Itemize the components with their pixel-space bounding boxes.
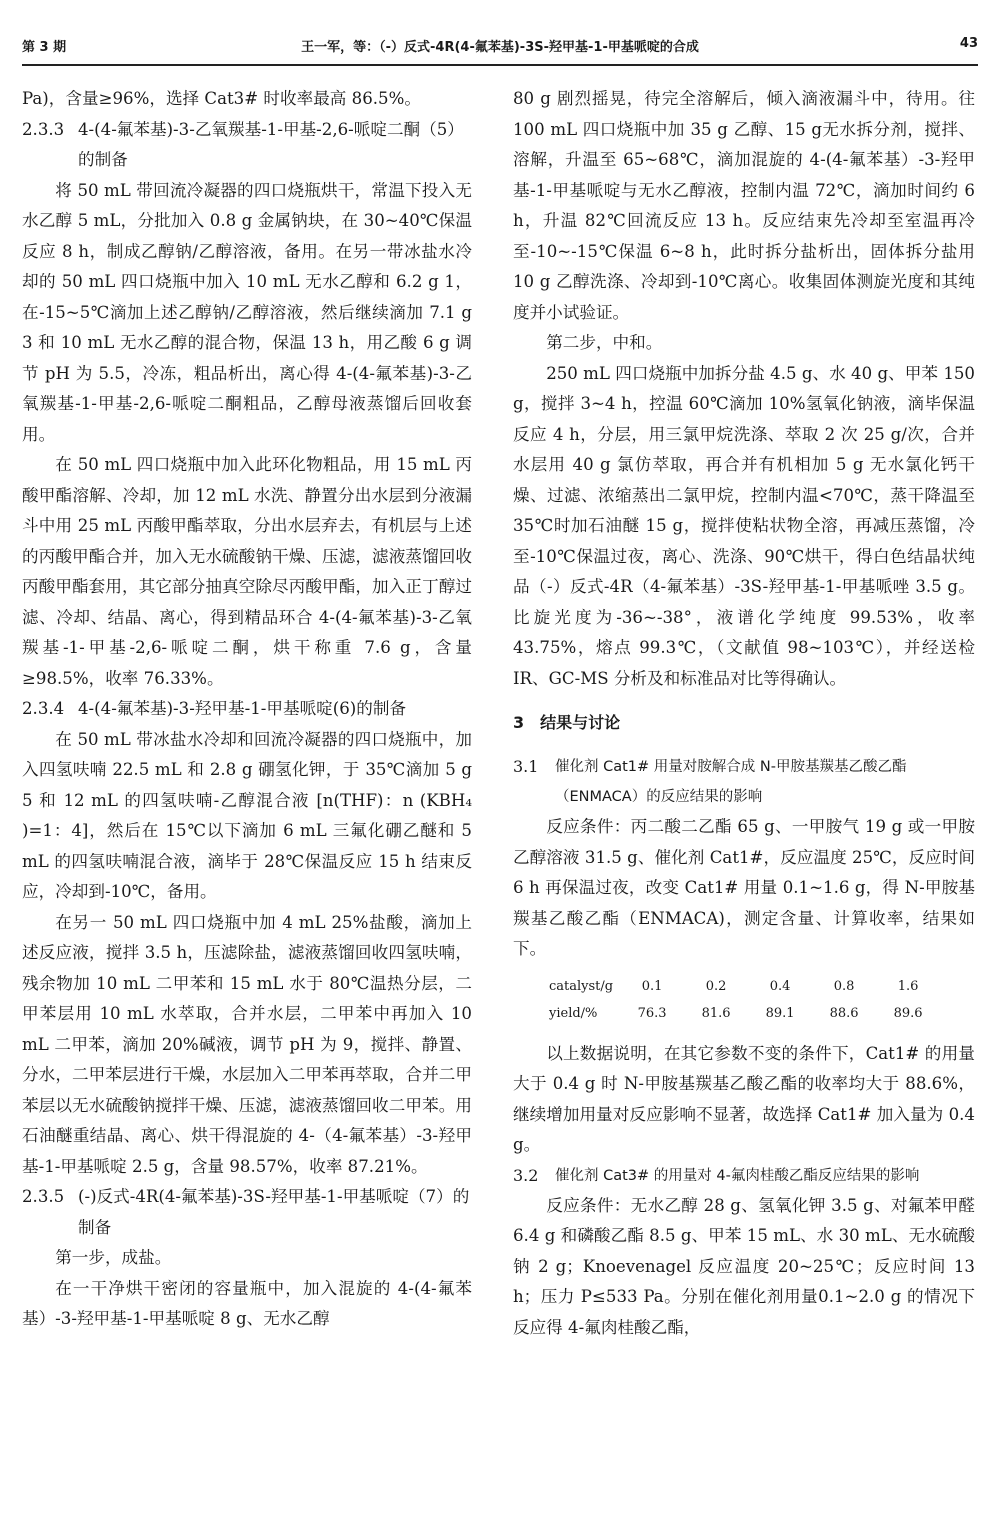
running-title: 王一军，等：（-）反式-4R(4-氟苯基)-3S-羟甲基-1-甲基哌啶的合成 (301, 40, 699, 55)
right-column (513, 84, 975, 1343)
section-number: 2.3.5 (22, 1187, 65, 1206)
section-number: 2.3.4 (22, 699, 65, 718)
page-header (22, 36, 978, 60)
table-cell: 89.6 (893, 1005, 923, 1021)
left-column (22, 84, 472, 1335)
row-label: catalyst/g (549, 978, 614, 994)
table-cell: 0.1 (641, 978, 663, 994)
paragraph: 250 mL 四口烧瓶中加拆分盐 4.5 g、水 40 g、甲苯 150 g，搅拌 3~4 h，控温 60℃滴加 10%氢氧化钠液，滴毕保温反应 4 h，分层，用三氯甲烷洗涤、萃取 2 次 25 g/次，合并水层用 40 g 氯仿萃取，再合并有机相加 5 g 无水氯化钙干燥、过滤、浓缩蒸出二氯甲烷，控制内温<70℃，蒸干降温至 35℃时加石油醚 15 g，搅拌使粘状物全溶，再减压蒸馏，冷至-10℃保温过夜，离心、洗涤、90℃烘干，得白色结晶状纯品（-）反式-4R（4-氟苯基）-3S-羟甲基-1-甲基哌唑 3.5 g。比旋光度为-36~-38°，液谱化学纯度 99.53%，收率 43.75%，熔点 99.3℃，（文献值 98~103℃），并经送检 IR、GC-MS 分析及和标准品对比等得确认。 (513, 363, 975, 688)
section-heading-3-2 (513, 1161, 975, 1191)
table-cell: 0.4 (769, 978, 791, 994)
catalyst-yield-table (549, 973, 947, 1027)
table-cell: 0.2 (705, 978, 727, 994)
section-number: 3.2 (513, 1165, 539, 1185)
header-rule (22, 64, 978, 66)
page-number: 43 (959, 36, 978, 51)
table-cell: 76.3 (637, 1005, 667, 1021)
paragraph: 将 50 mL 带回流冷凝器的四口烧瓶烘干，常温下投入无水乙醇 5 mL，分批加入 0.8 g 金属钠块，在 30~40℃保温反应 8 h，制成乙醇钠/乙醇溶液，备用。在另一带冰盐水冷却的 50 mL 四口烧瓶中加入 10 mL 无水乙醇和 6.2 g 1，在-15~5℃滴加上述乙醇钠/乙醇溶液，然后继续滴加 7.1 g 3 和 10 mL 无水乙醇的混合物，保温 13 h，用乙酸 6 g 调节 pH 为 5.5，冷冻，粗品析出，离心得 4-(4-氟苯基)-3-乙氧羰基-1-甲基-2,6-哌啶二酮粗品，乙醇母液蒸馏后回收套用。 (22, 180, 472, 444)
issue-number: 第 3 期 (22, 40, 67, 55)
paragraph: 第二步，中和。 (546, 333, 663, 352)
table-cell: 1.6 (897, 978, 919, 994)
paragraph: 在 50 mL 带冰盐水冷却和回流冷凝器的四口烧瓶中，加入四氢呋喃 22.5 mL 和 2.8 g 硼氢化钾，于 35℃滴加 5 g 5 和 12 mL 的四氢呋喃-乙醇混合液 [n(THF)：n (KBH₄ )=1：4]，然后在 15℃以下滴加 6 mL 三氟化硼乙醚和 5 mL 的四氢呋喃混合液，滴毕于 28℃保温反应 15 h 结束反应，冷却到-10℃，备用。 (22, 729, 472, 901)
section-heading-2-3-5 (22, 1182, 472, 1243)
row-label: yield/% (549, 1005, 598, 1021)
paragraph: 以上数据说明，在其它参数不变的条件下，Cat1# 的用量大于 0.4 g 时 N-甲胺基羰基乙酸乙酯的收率均大于 88.6%，继续增加用量对反应影响不显著，故选择 Cat1# 加入量为 0.4 g。 (513, 1043, 975, 1154)
table-cell: 88.6 (829, 1005, 859, 1021)
paragraph: 在一干净烘干密闭的容量瓶中，加入混旋的 4-(4-氟苯基）-3-羟甲基-1-甲基哌啶 8 g、无水乙醇 (22, 1278, 472, 1328)
table-row (549, 1000, 947, 1027)
section-heading-2-3-3 (22, 115, 472, 176)
section-heading-2-3-4 (22, 694, 472, 725)
section-number: 3.1 (513, 757, 539, 776)
section-number: 2.3.3 (22, 119, 65, 139)
paragraph: 在另一 50 mL 四口烧瓶中加 4 mL 25%盐酸，滴加上述反应液，搅拌 3.5 h，压滤除盐，滤液蒸馏回收四氢呋喃，残余物加 10 mL 二甲苯和 15 mL 水于 80℃温热分层，二甲苯层用 10 mL 水萃取，合并水层，二甲苯中再加入 10 mL 二甲苯，滴加 20%碱液，调节 pH 为 9，搅拌、静置、分水，二甲苯层进行干燥，水层加入二甲苯再萃取，合并二甲苯层以无水硫酸钠搅拌干燥、压滤，滤液蒸馏回收二甲苯。用石油醚重结晶、离心、烘干得混旋的 4-（4-氟苯基）-3-羟甲基-1-甲基哌啶 2.5 g，含量 98.57%，收率 87.21%。 (22, 912, 472, 1176)
paragraph: 第一步，成盐。 (55, 1248, 172, 1267)
section-heading-3: 3 结果与讨论 (513, 713, 621, 732)
section-title: 催化剂 Cat1# 用量对胺解合成 N-甲胺基羰基乙酸乙酯（ENMACA）的反应结果的影响 (555, 759, 907, 805)
paragraph: 反应条件：丙二酸二乙酯 65 g、一甲胺气 19 g 或一甲胺乙醇溶液 31.5 g、催化剂 Cat1#，反应温度 25℃，反应时间 6 h 再保温过夜，改变 Cat1# 用量 0.1~1.6 g，得 N-甲胺基羰基乙酸乙酯（ENMACA)，测定含量、计算收率，结果如下。 (513, 817, 975, 958)
paragraph: Pa)，含量≥96%，选择 Cat3# 时收率最高 86.5%。 (22, 89, 421, 108)
section-title: (-)反式-4R(4-氟苯基)-3S-羟甲基-1-甲基哌啶（7）的制备 (78, 1187, 470, 1237)
section-title: 4-(4-氟苯基)-3-乙氧羰基-1-甲基-2,6-哌啶二酮（5）的制备 (78, 119, 464, 169)
section-title: 催化剂 Cat3# 的用量对 4-氟肉桂酸乙酯反应结果的影响 (555, 1167, 920, 1184)
table-cell: 81.6 (701, 1005, 731, 1021)
table-cell: 89.1 (765, 1005, 795, 1021)
paragraph: 反应条件：无水乙醇 28 g、氢氧化钾 3.5 g、对氟苯甲醛 6.4 g 和磷酸乙酯 8.5 g、甲苯 15 mL、水 30 mL、无水硫酸钠 2 g；Knoevenagel 反应温度 20~25℃；反应时间 13 h；压力 P≤533 Pa。分别在催化剂用量0.1~2.0 g 的情况下反应得 4-氟肉桂酸乙酯， (513, 1195, 975, 1337)
paragraph: 80 g 剧烈摇晃，待完全溶解后，倾入滴液漏斗中，待用。往 100 mL 四口烧瓶中加 35 g 乙醇、15 g无水拆分剂，搅拌、溶解，升温至 65~68℃，滴加混旋的 4-(4-氟苯基）-3-羟甲基-1-甲基哌啶与无水乙醇液，控制内温 72℃，滴加时间约 6 h，升温 82℃回流反应 13 h。反应结束先冷却至室温再冷至-10~-15℃保温 6~8 h，此时拆分盐析出，固体拆分盐用 10 g 乙醇洗涤、冷却到-10℃离心。收集固体测旋光度和其纯度并小试验证。 (513, 89, 975, 322)
table-row (549, 973, 947, 1000)
section-heading-3-1 (513, 752, 975, 812)
table-cell: 0.8 (833, 978, 855, 994)
section-title: 4-(4-氟苯基)-3-羟甲基-1-甲基哌啶(6)的制备 (78, 699, 407, 718)
paragraph: 在 50 mL 四口烧瓶中加入此环化物粗品，用 15 mL 丙酸甲酯溶解、冷却，加 12 mL 水洗、静置分出水层到分液漏斗中用 25 mL 丙酸甲酯萃取，分出水层弃去，有机层与上述的丙酸甲酯合并，加入无水硫酸钠干燥、压滤，滤液蒸馏回收丙酸甲酯套用，其它部分抽真空除尽丙酸甲酯，加入正丁醇过滤、冷却、结晶、离心，得到精品环合 4-(4-氟苯基)-3-乙氧羰基-1-甲基-2,6-哌啶二酮，烘干称重 7.6 g，含量≥98.5%，收率 76.33%。 (22, 455, 472, 688)
